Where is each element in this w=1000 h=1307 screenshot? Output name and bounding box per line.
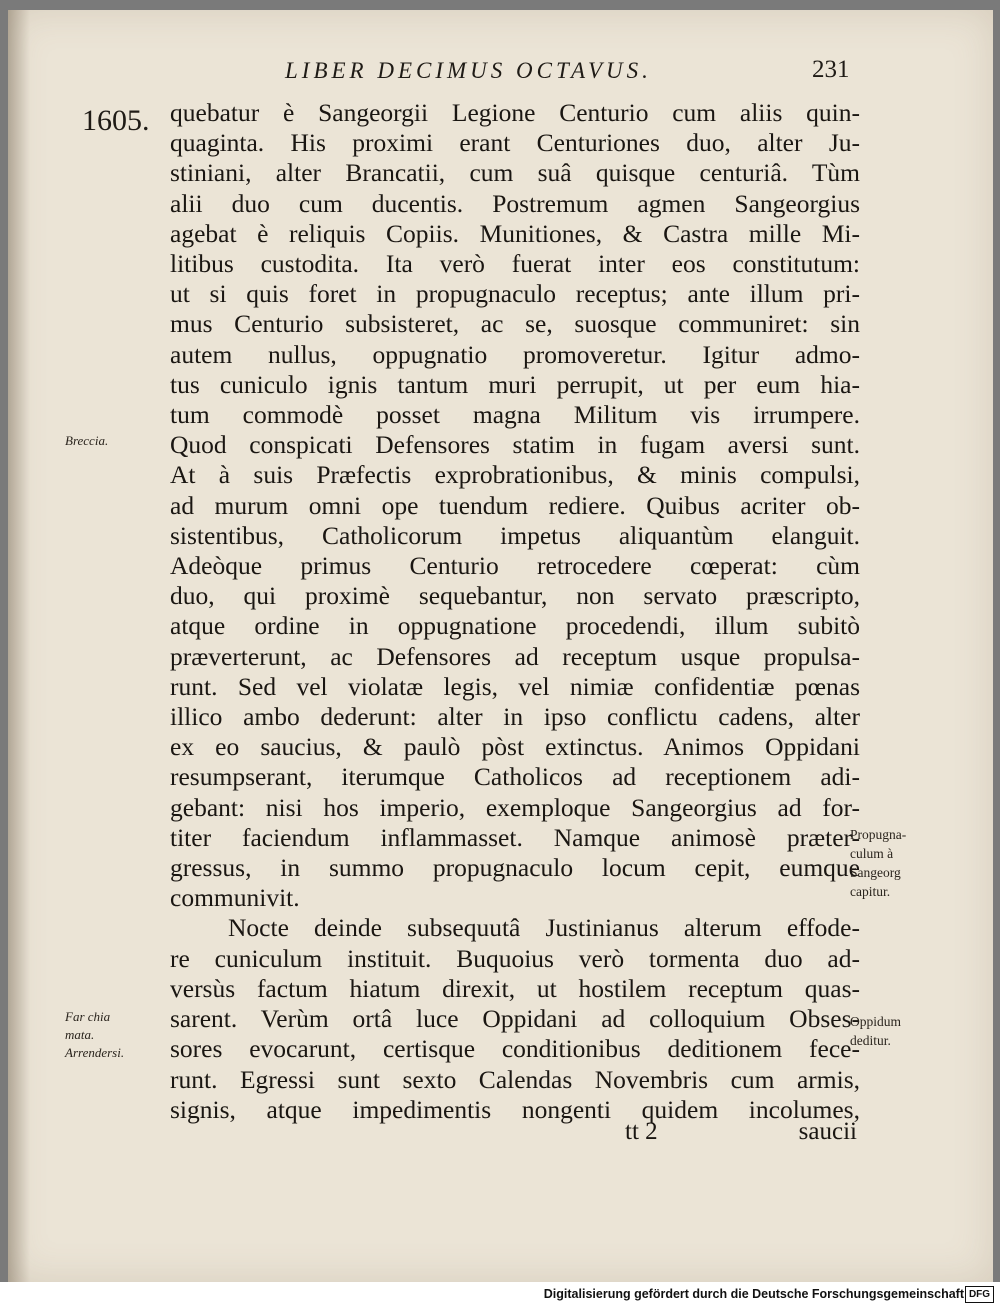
sidenote-propugnaculum (850, 825, 906, 901)
text-line: ex eo saucius, & paulò pòst extinctus. Animos Oppidani (170, 732, 860, 762)
text-line: illico ambo dederunt: alter in ipso conflictu cadens, alter (170, 702, 860, 732)
text-line: Quod conspicati Defensores statim in fugam aversi sunt. (170, 430, 860, 460)
text-line: gressus, in summo propugnaculo locum cepit, eumque (170, 853, 860, 883)
text-line: sores evocarunt, certisque conditionibus deditionem fece- (170, 1034, 860, 1064)
text-line: signis, atque impedimentis nongenti quidem incolumes, (170, 1094, 860, 1124)
binding-shadow (8, 10, 30, 1282)
text-line: quaginta. His proximi erant Centuriones duo, alter Ju- (170, 128, 860, 158)
text-line: gebant: nisi hos imperio, exemploque Sangeorgius ad for- (170, 792, 860, 822)
text-line: At à suis Præfectis exprobrationibus, & minis compulsi, (170, 460, 860, 490)
footer-bar (0, 1282, 1000, 1307)
text-line: runt. Sed vel violatæ legis, vel nimiæ confidentiæ pœnas (170, 671, 860, 701)
text-line: atque ordine in oppugnatione procedendi, illum subitò (170, 611, 860, 641)
text-line: ad murum omni ope tuendum rediere. Quibus acriter ob- (170, 490, 860, 520)
sidenote-breccia: Breccia. (65, 433, 109, 448)
sidenote-farchiamata (65, 1008, 124, 1062)
text-line: tum commodè posset magna Militum vis irrumpere. (170, 400, 860, 430)
text-line: resumpserant, iterumque Catholicos ad receptionem adi- (170, 762, 860, 792)
text-line: autem nullus, oppugnatio promoveretur. Igitur admo- (170, 339, 860, 369)
text-line: re cuniculum instituit. Buquoius verò tormenta duo ad- (170, 943, 860, 973)
text-line: runt. Egressi sunt sexto Calendas Novembris cum armis, (170, 1064, 860, 1094)
text-line: mus Centurio subsisteret, ac se, suosque communiret: sin (170, 309, 860, 339)
sidenote-line: Propugna- (850, 827, 907, 842)
sidenote-line: Arrendersi. (65, 1045, 125, 1060)
catchword-line (625, 1118, 857, 1146)
sidenote-line: mata. (65, 1027, 95, 1042)
sidenote-line: Far chia (65, 1009, 111, 1024)
dfg-logo: DFG (965, 1286, 994, 1303)
sidenote-line: capitur. (850, 884, 891, 899)
text-line: titer faciendum inflammasset. Namque animosè præter- (170, 822, 860, 852)
text-line: agebat è reliquis Copiis. Munitiones, & Castra mille Mi- (170, 218, 860, 248)
text-line: Nocte deinde subsequutâ Justinianus alterum effode- (228, 913, 860, 943)
text-line: sistentibus, Catholicorum impetus aliquantùm elanguit. (170, 520, 860, 550)
running-title: LIBER DECIMUS OCTAVUS. (285, 58, 652, 83)
text-line: sarent. Verùm ortâ luce Oppidani ad colloquium Obses- (170, 1004, 860, 1034)
text-line: communivit. (170, 883, 300, 913)
text-line: Adeòque primus Centurio retrocedere cœperat: cùm (170, 551, 860, 581)
text-line: præverterunt, ac Defensores ad receptum usque propulsa- (170, 641, 860, 671)
footer-credit: Digitalisierung gefördert durch die Deutsche Forschungsgemeinschaft (543, 1287, 964, 1301)
sidenote-line: deditur. (850, 1033, 891, 1048)
text-line: tus cuniculo ignis tantum muri perrupit, ut per eum hia- (170, 369, 860, 399)
catchword: saucii (798, 1118, 857, 1145)
page-number: 231 (812, 56, 850, 83)
sidenote-line: Sangeorg (850, 865, 901, 880)
text-line: litibus custodita. Ita verò fuerat inter eos constitutum: (170, 249, 860, 279)
body-text (170, 98, 860, 1125)
sidenote-line: Oppidum (850, 1014, 902, 1029)
year-margin-note: 1605. (82, 104, 150, 137)
text-line: stiniani, alter Brancatii, cum suâ quisque centuriâ. Tùm (170, 158, 860, 188)
signature-mark: tt 2 (625, 1118, 658, 1145)
text-line: versùs factum hiatum direxit, ut hostilem receptum quas- (170, 973, 860, 1003)
text-line: quebatur è Sangeorgii Legione Centurio cum aliis quin- (170, 98, 860, 127)
text-line: duo, qui proximè sequebantur, non servato præscripto, (170, 581, 860, 611)
sidenote-oppidum (850, 1012, 901, 1050)
sidenote-line: culum à (850, 846, 894, 861)
text-line: ut si quis foret in propugnaculo receptus; ante illum pri- (170, 279, 860, 309)
text-line: alii duo cum ducentis. Postremum agmen Sangeorgius (170, 188, 860, 218)
